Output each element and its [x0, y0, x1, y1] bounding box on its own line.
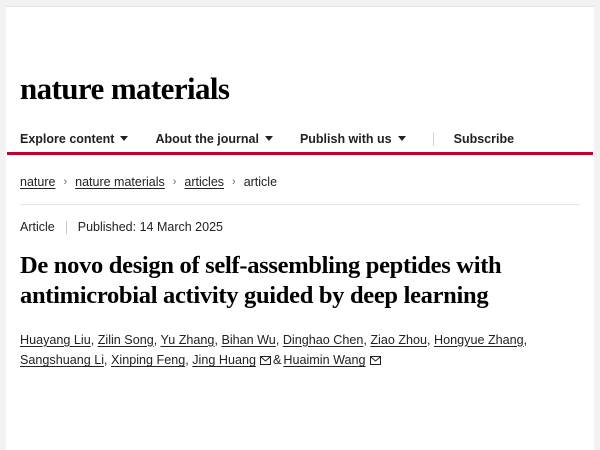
nav-item-subscribe[interactable]: [433, 132, 514, 146]
masthead: [7, 7, 593, 104]
author-conjunction: &: [272, 353, 282, 368]
author-link[interactable]: Yu Zhang: [160, 332, 215, 347]
page-title: De novo design of self-assembling peptides with antimicrobial activity guided by deep learning: [20, 252, 502, 309]
author-link[interactable]: Dinghao Chen: [282, 332, 364, 347]
nav-item-label: Subscribe: [453, 131, 515, 146]
author-link[interactable]: Xinping Feng: [111, 353, 186, 368]
window-frame-top: [0, 0, 600, 7]
author-list: Huayang Liu, Zilin Song, Yu Zhang, Bihan Wu, Dinghao Chen, Ziao Zhou, Hongyue Zhang, Sangshuang Li, Xinping Feng, Jing Huang & Huaimin Wang: [20, 332, 528, 368]
author-link[interactable]: Jing Huang: [192, 353, 256, 368]
author-link[interactable]: Sangshuang Li: [20, 353, 105, 368]
breadcrumb-separator-icon: ›: [63, 176, 68, 188]
nav-item-explore-content[interactable]: [20, 132, 128, 146]
author-link[interactable]: Zilin Song: [97, 332, 154, 347]
breadcrumb-item-articles[interactable]: articles: [184, 175, 225, 189]
breadcrumb-item-nature-materials[interactable]: nature materials: [75, 175, 165, 189]
article-meta: [7, 205, 593, 234]
window-frame-right: [594, 0, 600, 450]
breadcrumb-separator-icon: ›: [172, 176, 177, 188]
nav-item-label: Explore content: [20, 131, 115, 146]
author-link[interactable]: Huaimin Wang: [283, 353, 366, 368]
article-type-label: Article: [20, 220, 55, 234]
author-link[interactable]: Bihan Wu: [221, 332, 276, 347]
breadcrumb-item-article: article: [243, 175, 278, 189]
chevron-down-icon: [120, 136, 128, 141]
author-link[interactable]: Ziao Zhou: [370, 332, 428, 347]
publication-date: Published: 14 March 2025: [77, 220, 223, 234]
journal-logo[interactable]: nature materials: [20, 71, 230, 106]
chevron-down-icon: [265, 136, 273, 141]
meta-divider: [66, 221, 67, 234]
page-content: [7, 7, 593, 450]
email-icon[interactable]: [260, 356, 271, 365]
breadcrumb-separator-icon: ›: [232, 176, 236, 188]
breadcrumb-item-nature[interactable]: nature: [20, 175, 56, 189]
email-icon[interactable]: [370, 356, 381, 365]
author-link[interactable]: Huayang Liu: [20, 332, 91, 347]
breadcrumb: [7, 155, 593, 189]
primary-navigation: [7, 125, 593, 155]
nav-item-publish-with-us[interactable]: [300, 132, 406, 146]
author-link[interactable]: Hongyue Zhang: [434, 332, 524, 347]
nav-item-label: About the journal: [155, 131, 259, 146]
window-frame-left: [0, 0, 6, 450]
chevron-down-icon: [398, 136, 406, 141]
nav-item-about-the-journal[interactable]: [155, 132, 272, 146]
nav-item-label: Publish with us: [299, 131, 392, 146]
